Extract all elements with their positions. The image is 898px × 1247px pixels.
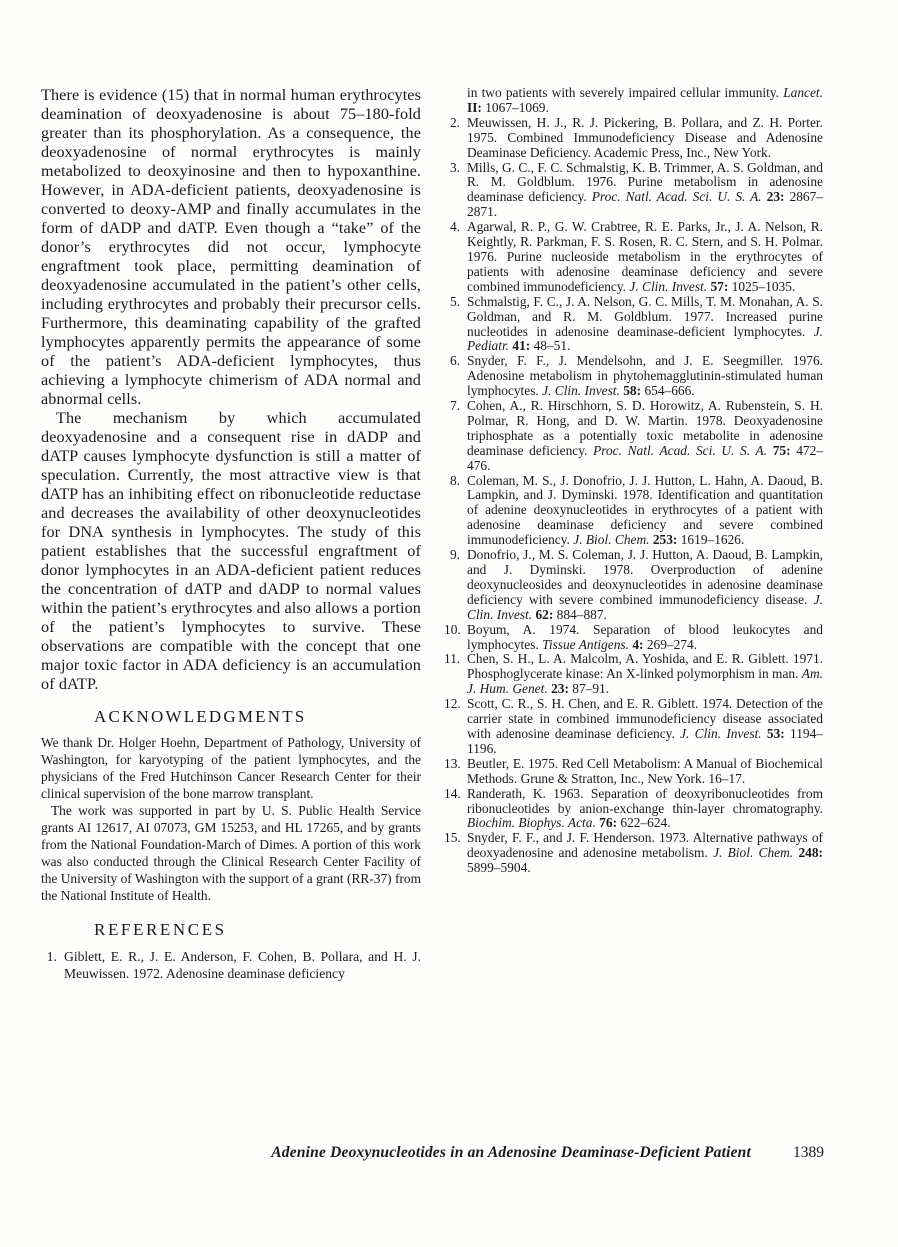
reference-plain-text: 472–476. bbox=[467, 442, 823, 473]
reference-number: 4. bbox=[449, 219, 460, 235]
reference-plain-text: 1025–1035. bbox=[728, 278, 796, 294]
reference-text bbox=[467, 353, 823, 398]
references-heading: REFERENCES bbox=[94, 920, 227, 939]
reference-text bbox=[467, 651, 823, 696]
reference-text bbox=[467, 219, 823, 294]
reference-text bbox=[64, 949, 421, 981]
reference-number: 14. bbox=[444, 785, 461, 801]
reference-number: 3. bbox=[449, 159, 460, 175]
journal-name: Am. J. Hum. Genet. bbox=[467, 666, 823, 697]
reference-item-14 bbox=[444, 787, 823, 832]
reference-number: 12. bbox=[444, 696, 461, 712]
reference-plain-text: Boyum, A. 1974. Separation of blood leukocytes and lymphocytes. bbox=[467, 621, 823, 652]
volume-number: 58: bbox=[623, 383, 642, 399]
volume-number: 76: bbox=[599, 815, 618, 831]
reference-text bbox=[467, 696, 823, 756]
reference-plain-text: 1194–1196. bbox=[467, 725, 823, 756]
reference-item-11 bbox=[444, 652, 823, 697]
reference-plain-text: Snyder, F. F., J. Mendelsohn, and J. E. Seegmiller. 1976. Adenosine metabolism in phytohemagglutinin-stimulated human lymphocytes. bbox=[467, 353, 823, 399]
reference-text bbox=[467, 294, 823, 354]
journal-name: Proc. Natl. Acad. Sci. U. S. A. bbox=[591, 189, 762, 205]
reference-plain-text: 87–91. bbox=[568, 681, 610, 697]
page-number: 1389 bbox=[793, 1144, 824, 1161]
reference-number: 7. bbox=[449, 398, 460, 414]
acknowledgments-heading: ACKNOWLEDGMENTS bbox=[94, 707, 307, 726]
reference-item-10 bbox=[444, 623, 823, 653]
reference-item-2 bbox=[444, 116, 823, 161]
reference-number: 2. bbox=[449, 114, 460, 130]
journal-name: J. Clin. Invest. bbox=[629, 278, 708, 294]
reference-item-13 bbox=[444, 757, 823, 787]
volume-number: 23: bbox=[766, 189, 785, 205]
reference-item-7 bbox=[444, 399, 823, 474]
journal-name: J. Clin. Invest. bbox=[542, 383, 620, 399]
volume-number: 53: bbox=[766, 725, 785, 741]
reference-text bbox=[467, 160, 823, 220]
body-paragraph-2: The mechanism by which accumulated deoxyadenosine and a consequent rise in dADP and dATP causes lymphocyte dysfunction is still a matter of speculation. Currently, the most attractive view is that dATP has an inhibiting effect on ribonucleotide reductase and decreases the availability of other deoxynucleotides for DNA synthesis in lymphocytes. The study of this patient establishes that the successful engraftment of donor lymphocytes in an ADA-deficient patient reduces the concentration of dATP and dADP to normal values within the patient’s erythrocytes and also allows a portion of the patient’s lymphocytes to survive. These observations are compatible with the concept that one major toxic factor in ADA deficiency is an accumulation of dATP. bbox=[41, 409, 421, 693]
reference-plain-text: 48–51. bbox=[530, 338, 571, 354]
reference-text bbox=[467, 398, 823, 473]
reference-plain-text: Randerath, K. 1963. Separation of deoxyribonucleotides from ribonucleotides by anion-exchange thin-layer chromatography. bbox=[467, 785, 823, 816]
reference-plain-text: Giblett, E. R., J. E. Anderson, F. Cohen, B. Pollara, and H. J. Meuwissen. 1972. Adenosine deaminase deficiency bbox=[64, 949, 421, 981]
volume-number: 75: bbox=[772, 442, 791, 458]
reference-item-6 bbox=[444, 354, 823, 399]
volume-number: 248: bbox=[798, 845, 823, 861]
journal-name: J. Clin. Invest. bbox=[680, 725, 762, 741]
reference-plain-text: 654–666. bbox=[641, 383, 695, 399]
reference-plain-text: Meuwissen, H. J., R. J. Pickering, B. Pollara, and Z. H. Porter. 1975. Combined Immunodeficiency Disease and Adenosine Deaminase Deficiency. Academic Press, Inc., New York. bbox=[467, 114, 823, 160]
reference-plain-text: 1619–1626. bbox=[677, 532, 745, 548]
journal-name: J. Biol. Chem. bbox=[573, 532, 650, 548]
reference-number: 6. bbox=[449, 353, 460, 369]
reference-item-12 bbox=[444, 697, 823, 757]
reference-plain-text: Coleman, M. S., J. Donofrio, J. J. Hutton, L. Hahn, A. Daoud, B. Lampkin, and J. Dyminski. 1978. Identification and quantitation of adenine deoxynucleotides in erythrocytes of a patient with adenosine deaminase deficiency and severe combined immunodeficiency. bbox=[467, 472, 823, 548]
journal-name: J. Biol. Chem. bbox=[713, 845, 794, 861]
reference-plain-text: Schmalstig, F. C., J. A. Nelson, G. C. Mills, T. M. Monahan, A. S. Goldman, and R. M. Goldblum. 1977. Increased purine nucleotides in adenosine deaminase-deficient lymphocytes. bbox=[467, 293, 823, 339]
reference-plain-text: 269–274. bbox=[643, 636, 698, 652]
reference-number: 8. bbox=[449, 472, 460, 488]
reference-text bbox=[467, 622, 823, 652]
journal-name: J. Pediatr. bbox=[467, 323, 823, 354]
reference-plain-text: 884–887. bbox=[553, 606, 607, 622]
right-column bbox=[444, 86, 823, 876]
reference-plain-text: Scott, C. R., S. H. Chen, and E. R. Giblett. 1974. Detection of the carrier state in combined immunodeficiency disease associated with adenosine deaminase deficiency. bbox=[467, 696, 823, 741]
reference-number: 13. bbox=[444, 755, 461, 771]
reference-number: 5. bbox=[449, 293, 460, 309]
reference-item-9 bbox=[444, 548, 823, 623]
volume-number: 57: bbox=[710, 278, 729, 294]
reference-item-1 bbox=[41, 948, 421, 982]
page-footer bbox=[271, 1144, 824, 1162]
journal-name: Lancet. bbox=[783, 85, 823, 100]
volume-number: 253: bbox=[652, 532, 678, 548]
volume-number: 62: bbox=[535, 606, 554, 622]
reference-number: 9. bbox=[449, 547, 460, 563]
reference-item-4 bbox=[444, 220, 823, 295]
acknowledgments-paragraph-1: We thank Dr. Holger Hoehn, Department of Pathology, University of Washington, for karyotyping of the patient lymphocytes, and the physicians of the Fred Hutchinson Cancer Research Center for their clinical supervision of the bone marrow transplant. bbox=[41, 735, 421, 801]
reference-plain-text: Agarwal, R. P., G. W. Crabtree, R. E. Parks, Jr., J. A. Nelson, R. Keightly, R. Parkman, F. S. Rosen, R. C. Stern, and S. H. Polmar. 1976. Purine nucleoside metabolism in the erythrocytes of patients with adenosine deaminase deficiency and severe combined immunodeficiency. bbox=[467, 219, 823, 294]
reference-plain-text: 2867–2871. bbox=[467, 189, 823, 220]
reference-plain-text: Cohen, A., R. Hirschhorn, S. D. Horowitz, A. Rubenstein, S. H. Polmar, R. Hong, and D. W. Martin. 1978. Deoxyadenosine triphosphate as a potentially toxic metabolite in adenosine deaminase deficiency. bbox=[467, 398, 823, 458]
reference-item-8 bbox=[444, 474, 823, 549]
body-paragraph-1: There is evidence (15) that in normal human erythrocytes deamination of deoxyadenosine is about 75–180-fold greater than its phosphorylation. As a consequence, the deoxyadenosine of normal erythrocytes is mainly metabolized to deoxyinosine and then to hypoxanthine. However, in ADA-deficient patients, deoxyadenosine is converted to deoxy-AMP and finally accumulates in the form of dADP and dATP. Even though a “take” of the donor’s erythrocytes did not occur, lymphocyte engraftment took place, permitting deamination of deoxyadenosine accumulated in the patient’s other cells, including erythrocytes and probably their precursor cells. Furthermore, this deaminating capability of the grafted lymphocytes apparently permits the appearance of some of the patient’s ADA-deficient lymphocytes, thus achieving a lymphocyte chimerism of ADA normal and abnormal cells. bbox=[41, 86, 421, 408]
reference-text bbox=[467, 547, 823, 622]
reference-plain-text: Chen, S. H., L. A. Malcolm, A. Yoshida, and E. R. Giblett. 1971. Phosphoglycerate kinase: An X-linked polymorphism in man. bbox=[467, 651, 823, 682]
reference-number: 11. bbox=[444, 651, 461, 667]
reference-item-1-continuation bbox=[444, 86, 823, 116]
reference-text bbox=[467, 756, 823, 786]
reference-text bbox=[467, 786, 823, 831]
reference-text bbox=[467, 115, 823, 160]
journal-name: J. Clin. Invest. bbox=[467, 591, 823, 622]
reference-plain-text: 622–624. bbox=[617, 815, 671, 831]
reference-item-3 bbox=[444, 161, 823, 221]
left-column bbox=[41, 86, 421, 982]
reference-text bbox=[467, 830, 823, 875]
acknowledgments-paragraph-2: The work was supported in part by U. S. Public Health Service grants AI 12617, AI 07073, GM 15253, and HL 17265, and by grants from the National Foundation-March of Dimes. A portion of this work was also conducted through the Clinical Research Center Facility of the University of Washington with the support of a grant (RR-37) from the National Institute of Health. bbox=[41, 803, 421, 903]
reference-plain-text: Beutler, E. 1975. Red Cell Metabolism: A Manual of Biochemical Methods. Grune & Stratton, Inc., New York. 16–17. bbox=[467, 755, 823, 786]
volume-number: 4: bbox=[632, 636, 644, 652]
reference-text bbox=[467, 85, 823, 115]
volume-number: II: bbox=[467, 99, 482, 115]
reference-plain-text: 5899–5904. bbox=[467, 860, 531, 876]
journal-name: Tissue Antigens. bbox=[542, 636, 629, 652]
reference-plain-text: Mills, G. C., F. C. Schmalstig, K. B. Trimmer, A. S. Goldman, and R. M. Goldblum. 1976. Purine metabolism in adenosine deaminase deficiency. bbox=[467, 159, 823, 205]
volume-number: 23: bbox=[551, 681, 569, 697]
reference-number: 10. bbox=[444, 621, 461, 637]
journal-name: Proc. Natl. Acad. Sci. U. S. A. bbox=[593, 442, 768, 458]
references-list bbox=[444, 116, 823, 876]
reference-plain-text: Snyder, F. F., and J. F. Henderson. 1973. Alternative pathways of deoxyadenosine and adenosine metabolism. bbox=[467, 830, 823, 861]
reference-plain-text: in two patients with severely impaired cellular immunity. bbox=[467, 85, 784, 100]
reference-number: 1. bbox=[46, 949, 57, 964]
reference-item-15 bbox=[444, 831, 823, 876]
volume-number: 41: bbox=[512, 338, 531, 354]
reference-plain-text: Donofrio, J., M. S. Coleman, J. J. Hutton, A. Daoud, B. Lampkin, and J. Dyminski. 1978. Overproduction of adenine deoxynucleosides and deoxynucleotides in adenosine deaminase deficiency with severe combined immunodeficiency disease. bbox=[467, 547, 823, 607]
journal-name: Biochim. Biophys. Acta. bbox=[467, 815, 596, 831]
reference-text bbox=[467, 473, 823, 548]
reference-number: 15. bbox=[444, 830, 461, 846]
reference-item-5 bbox=[444, 295, 823, 355]
reference-plain-text: 1067–1069. bbox=[481, 99, 549, 115]
running-title: Adenine Deoxynucleotides in an Adenosine Deaminase-Deficient Patient bbox=[271, 1144, 751, 1161]
